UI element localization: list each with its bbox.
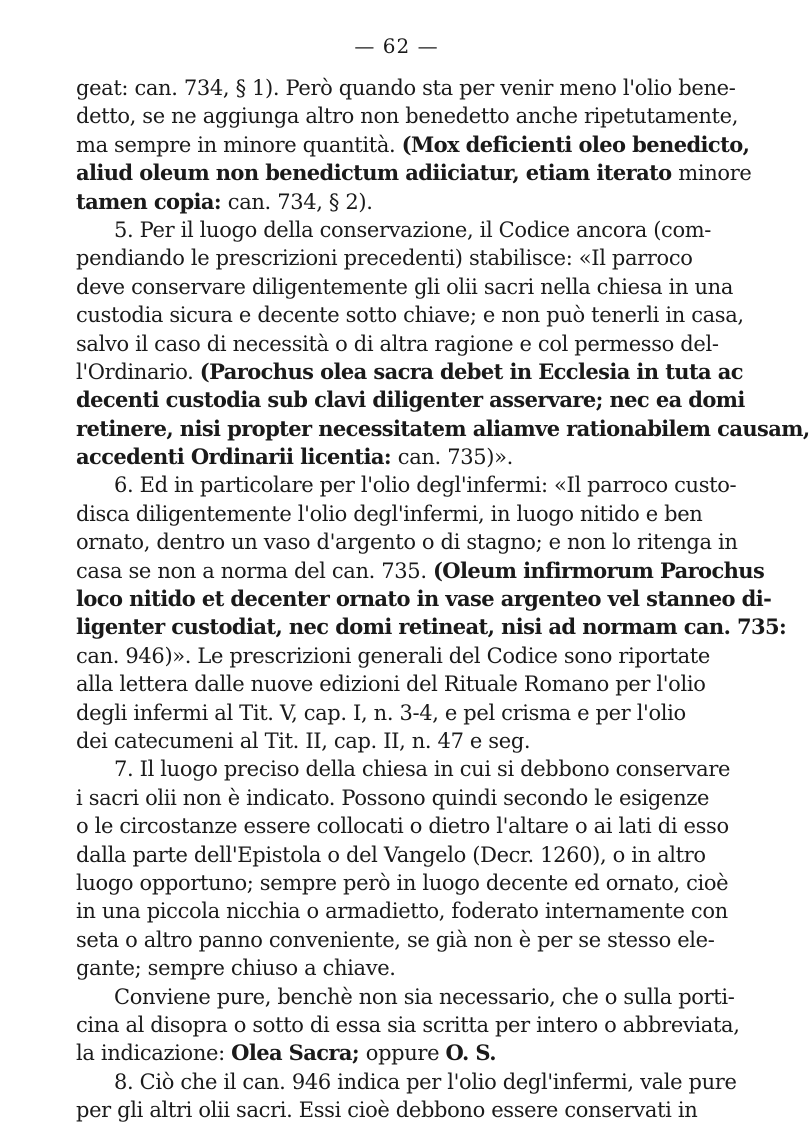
- text-line: [76, 74, 736, 102]
- italian-text-segment: can. 946)». Le prescrizioni generali del Codice sono riportate: [76, 643, 710, 668]
- text-line: [76, 1011, 740, 1039]
- italian-text-segment: casa se non a norma del can. 735.: [76, 558, 433, 583]
- italian-text-segment: disca diligentemente l'olio degl'infermi, in luogo nitido e ben: [76, 501, 703, 526]
- latin-text-segment: loco nitido et decenter ornato in vase argenteo vel stanneo di-: [76, 586, 772, 612]
- italian-text-segment: degli infermi al Tit. V, cap. I, n. 3-4, e pel crisma e per l'olio: [76, 700, 686, 725]
- italian-text-segment: can. 734, § 2).: [227, 189, 373, 214]
- italian-text-segment: minore: [678, 161, 752, 186]
- italian-text-segment: can. 735)».: [397, 445, 513, 470]
- text-line: [76, 244, 730, 272]
- latin-text-segment: (Parochus olea sacra debet in Ecclesia in tuta ac: [199, 358, 743, 384]
- italian-text-segment: seta o altro panno conveniente, se già non è per se stesso ele-: [76, 927, 715, 952]
- body-text: [76, 74, 810, 1124]
- text-line: [76, 784, 730, 812]
- latin-text-segment: ligenter custodiat, nec domi retineat, nisi ad normam can. 735:: [76, 614, 787, 640]
- text-line: [76, 585, 772, 613]
- italian-text-segment: 7. Il luogo preciso della chiesa in cui si debbono conservare: [114, 757, 731, 782]
- italian-text-segment: gante; sempre chiuso a chiave.: [76, 956, 396, 981]
- text-line: [76, 415, 810, 443]
- italian-text-segment: detto, se ne aggiunga altro non benedetto anche ripetutamente,: [76, 104, 739, 129]
- italian-text-segment: pendiando le prescrizioni precedenti) stabilisce: «Il parroco: [76, 246, 693, 271]
- latin-text-segment: aliud oleum non benedictum adiiciatur, etiam iterato: [76, 160, 679, 186]
- text-line: [76, 841, 730, 869]
- latin-text-segment: (Oleum infirmorum Parochus: [432, 557, 765, 583]
- text-line: [76, 727, 730, 755]
- text-line: [76, 500, 730, 528]
- italian-text-segment: luogo opportuno; sempre però in luogo decente ed ornato, cioè: [76, 870, 729, 895]
- text-line: [76, 358, 743, 386]
- italian-text-segment: ma sempre in minore quantità.: [76, 132, 402, 157]
- italian-text-segment: 5. Per il luogo della conservazione, il Codice ancora (com-: [114, 217, 712, 242]
- italian-text-segment: 6. Ed in particolare per l'olio degl'infermi: «Il parroco custo-: [114, 473, 737, 498]
- italian-text-segment: deve conservare diligentemente gli olii sacri nella chiesa in una: [76, 274, 734, 299]
- text-line: [76, 983, 735, 1011]
- text-line: [76, 330, 730, 358]
- italian-text-segment: la indicazione:: [76, 1041, 232, 1066]
- text-line: [76, 897, 730, 925]
- italian-text-segment: oppure: [365, 1041, 446, 1066]
- text-line: [76, 1039, 730, 1067]
- italian-text-segment: o le circostanze essere collocati o dietro l'altare o ai lati di esso: [76, 814, 729, 839]
- italian-text-segment: salvo il caso di necessità o di altra ragione e col permesso del-: [76, 331, 719, 356]
- text-line: [76, 443, 730, 471]
- text-line: [76, 102, 739, 130]
- italian-text-segment: per gli altri olii sacri. Essi cioè debbono essere conservati in: [76, 1098, 698, 1123]
- latin-text-segment: O. S.: [445, 1040, 496, 1066]
- latin-text-segment: decenti custodia sub clavi diligenter asservare; nec ea domi: [76, 387, 745, 413]
- text-line: [76, 670, 730, 698]
- text-line: [76, 528, 738, 556]
- text-line: [76, 613, 787, 641]
- text-line: [76, 188, 730, 216]
- latin-text-segment: (Mox deficienti oleo benedicto,: [401, 131, 750, 157]
- text-line: [76, 159, 752, 187]
- latin-text-segment: tamen copia:: [76, 188, 228, 214]
- latin-text-segment: Olea Sacra;: [231, 1040, 366, 1066]
- text-line: [76, 1096, 730, 1124]
- text-line: [76, 642, 730, 670]
- text-line: [76, 216, 730, 244]
- text-line: [76, 755, 730, 783]
- italian-text-segment: custodia sicura e decente sotto chiave; e non può tenerli in casa,: [76, 303, 744, 328]
- italian-text-segment: alla lettera dalle nuove edizioni del Rituale Romano per l'olio: [76, 672, 706, 697]
- italian-text-segment: Conviene pure, benchè non sia necessario, che o sulla porti-: [114, 984, 735, 1009]
- text-line: [76, 699, 730, 727]
- text-line: [76, 273, 734, 301]
- latin-text-segment: accedenti Ordinarii licentia:: [76, 444, 398, 470]
- text-line: [76, 1068, 737, 1096]
- text-line: [76, 471, 737, 499]
- italian-text-segment: ornato, dentro un vaso d'argento o di stagno; e non lo ritenga in: [76, 530, 738, 555]
- italian-text-segment: dalla parte dell'Epistola o del Vangelo (Decr. 1260), o in altro: [76, 842, 706, 867]
- page-number: — 62 —: [354, 34, 439, 58]
- italian-text-segment: l'Ordinario.: [76, 359, 200, 384]
- italian-text-segment: cina al disopra o sotto di essa sia scritta per intero o abbreviata,: [76, 1012, 740, 1037]
- italian-text-segment: 8. Ciò che il can. 946 indica per l'olio degl'infermi, vale pure: [114, 1069, 737, 1094]
- latin-text-segment: retinere, nisi propter necessitatem aliamve rationabilem causam,: [76, 415, 810, 441]
- text-line: [76, 301, 744, 329]
- text-line: [76, 954, 730, 982]
- text-line: [76, 926, 730, 954]
- text-line: [76, 557, 765, 585]
- italian-text-segment: geat: can. 734, § 1). Però quando sta per venir meno l'olio bene-: [76, 76, 736, 100]
- text-line: [76, 386, 745, 414]
- italian-text-segment: dei catecumeni al Tit. II, cap. II, n. 47 e seg.: [76, 728, 531, 753]
- italian-text-segment: in una piccola nicchia o armadietto, foderato internamente con: [76, 899, 728, 924]
- italian-text-segment: i sacri olii non è indicato. Possono quindi secondo le esigenze: [76, 785, 710, 810]
- text-line: [76, 812, 730, 840]
- text-line: [76, 131, 750, 159]
- text-line: [76, 869, 730, 897]
